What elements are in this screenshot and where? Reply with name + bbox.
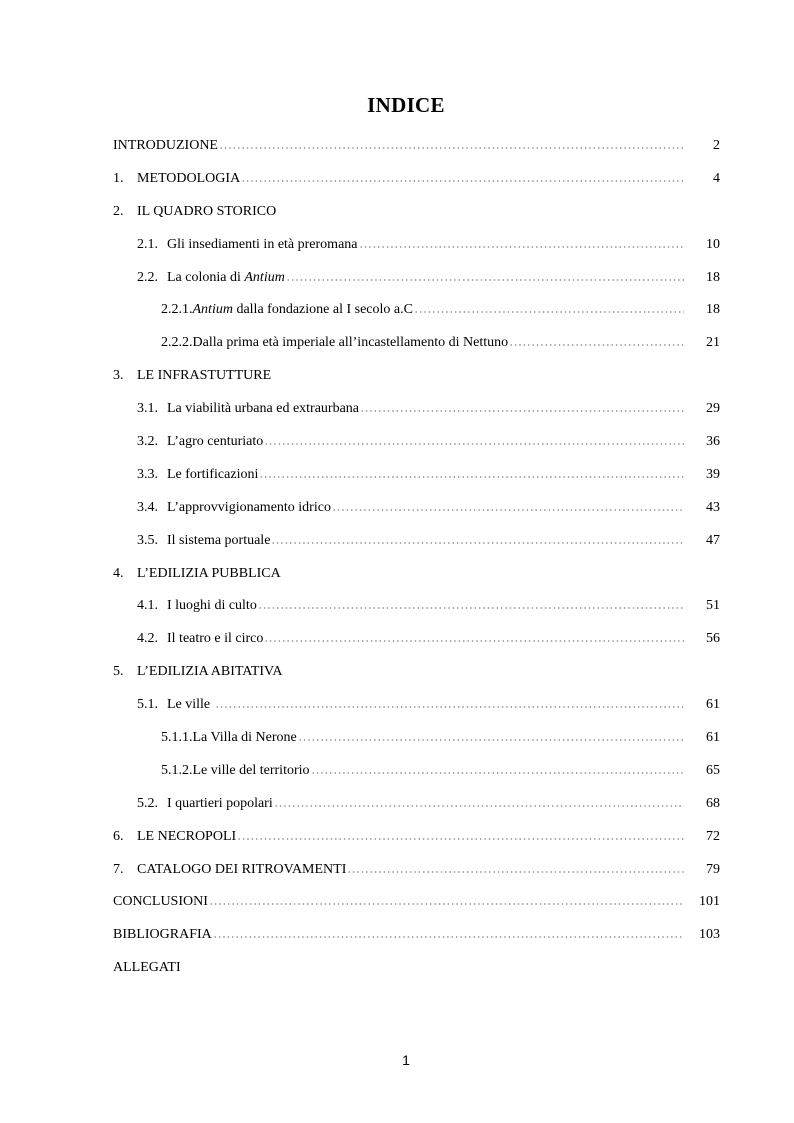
toc-entry-insediamenti[interactable] <box>113 230 720 263</box>
toc-entry-number: 2. <box>113 203 124 219</box>
toc-entry-allegati[interactable] <box>113 953 720 986</box>
toc-entry-label: Antium dalla fondazione al I secolo a.C <box>192 302 413 318</box>
toc-entry-conclusioni[interactable] <box>113 887 720 920</box>
toc-entry-page: 79 <box>706 861 720 877</box>
toc-entry-label: I quartieri popolari <box>167 795 273 811</box>
toc-entry-number: 5. <box>113 664 124 680</box>
toc-entry-introduzione[interactable] <box>113 131 720 164</box>
leader-dots <box>209 893 684 907</box>
toc-entry-ville-territorio[interactable] <box>113 756 720 789</box>
toc-entry-label: Gli insediamenti in età preromana <box>167 236 358 252</box>
toc-entry-number: 2.2.2. <box>161 335 193 351</box>
toc-entry-label: L’approvvigionamento idrico <box>167 499 331 515</box>
toc-entry-number: 1. <box>113 170 124 186</box>
toc-entry-quartieri-popolari[interactable] <box>113 789 720 822</box>
table-of-contents <box>113 131 720 986</box>
toc-entry-page: 18 <box>706 269 720 285</box>
leader-dots <box>237 828 684 842</box>
toc-entry-colonia-antium[interactable] <box>113 263 720 296</box>
toc-entry-page: 101 <box>699 894 720 910</box>
toc-entry-page: 103 <box>699 927 720 943</box>
toc-entry-label: La Villa di Nerone <box>192 730 297 746</box>
toc-entry-viabilita[interactable] <box>113 394 720 427</box>
leader-dots <box>311 762 684 776</box>
leader-dots <box>414 301 684 315</box>
toc-entry-catalogo[interactable] <box>113 855 720 888</box>
leader-dots <box>241 170 684 184</box>
toc-entry-page: 10 <box>706 236 720 252</box>
toc-entry-page: 65 <box>706 762 720 778</box>
toc-entry-quadro-storico[interactable] <box>113 197 720 230</box>
toc-entry-page: 18 <box>706 302 720 318</box>
toc-entry-label: ALLEGATI <box>113 960 181 976</box>
toc-entry-label: Il sistema portuale <box>167 532 271 548</box>
toc-entry-teatro-circo[interactable] <box>113 624 720 657</box>
toc-entry-page: 68 <box>706 795 720 811</box>
toc-entry-label: La viabilità urbana ed extraurbana <box>167 401 360 417</box>
toc-entry-page: 39 <box>706 466 720 482</box>
toc-entry-number: 7. <box>113 861 124 877</box>
toc-entry-number: 3.2. <box>137 434 158 450</box>
leader-dots <box>509 334 684 348</box>
toc-entry-page: 2 <box>713 138 720 153</box>
toc-entry-page: 43 <box>706 499 720 515</box>
toc-entry-number: 6. <box>113 828 124 844</box>
toc-entry-necropoli[interactable] <box>113 822 720 855</box>
toc-entry-approvvigionamento[interactable] <box>113 493 720 526</box>
toc-entry-villa-nerone[interactable] <box>113 723 720 756</box>
toc-entry-page: 56 <box>706 631 720 647</box>
toc-entry-antium-fondazione[interactable] <box>113 295 720 328</box>
toc-entry-label: CATALOGO DEI RITROVAMENTI <box>137 861 347 877</box>
leader-dots <box>259 466 684 480</box>
toc-entry-edilizia-abitativa[interactable] <box>113 657 720 690</box>
leader-dots <box>271 532 684 546</box>
leader-dots <box>286 269 684 283</box>
toc-entry-label: LE INFRASTUTTURE <box>137 368 272 384</box>
toc-entry-label: La colonia di Antium <box>167 269 285 285</box>
toc-entry-label: L’EDILIZIA ABITATIVA <box>137 664 283 680</box>
toc-entry-page: 61 <box>706 730 720 746</box>
toc-entry-page: 21 <box>706 335 720 351</box>
toc-entry-number: 2.2. <box>137 269 158 285</box>
toc-entry-number: 5.2. <box>137 795 158 811</box>
toc-entry-label: BIBLIOGRAFIA <box>113 927 212 943</box>
page-number: 1 <box>402 1052 410 1068</box>
toc-entry-label: L’agro centuriato <box>167 434 264 450</box>
toc-entry-number: 3. <box>113 368 124 384</box>
leader-dots <box>264 433 684 447</box>
toc-entry-label: L’EDILIZIA PUBBLICA <box>137 565 281 581</box>
toc-entry-label: LE NECROPOLI <box>137 828 237 844</box>
toc-entry-number: 5.1. <box>137 697 158 713</box>
toc-entry-label: Le ville <box>167 697 214 713</box>
toc-entry-label: Il teatro e il circo <box>167 631 264 647</box>
toc-entry-page: 51 <box>706 598 720 614</box>
toc-entry-number: 2.1. <box>137 236 158 252</box>
leader-dots <box>298 729 684 743</box>
toc-entry-number: 2.2.1. <box>161 302 193 318</box>
leader-dots <box>347 861 684 875</box>
toc-entry-agro-centuriato[interactable] <box>113 427 720 460</box>
leader-dots <box>359 236 685 250</box>
toc-entry-page: 36 <box>706 434 720 450</box>
page-title: INDICE <box>367 93 445 117</box>
toc-entry-page: 72 <box>706 828 720 844</box>
leader-dots <box>360 400 684 414</box>
toc-entry-label: IL QUADRO STORICO <box>137 203 277 219</box>
toc-entry-number: 3.3. <box>137 466 158 482</box>
toc-entry-page: 47 <box>706 532 720 548</box>
toc-entry-fortificazioni[interactable] <box>113 460 720 493</box>
toc-entry-label: I luoghi di culto <box>167 598 257 614</box>
toc-entry-page: 61 <box>706 697 720 713</box>
toc-entry-metodologia[interactable] <box>113 164 720 197</box>
toc-entry-label: Le ville del territorio <box>192 762 310 778</box>
toc-entry-sistema-portuale[interactable] <box>113 526 720 559</box>
toc-entry-number: 3.1. <box>137 401 158 417</box>
toc-entry-label: Le fortificazioni <box>167 466 259 482</box>
toc-entry-ville[interactable] <box>113 690 720 723</box>
toc-entry-number: 4. <box>113 565 124 581</box>
toc-entry-edilizia-pubblica[interactable] <box>113 559 720 592</box>
leader-dots <box>264 630 684 644</box>
leader-dots <box>213 926 684 940</box>
toc-entry-label: Dalla prima età imperiale all’incastellamento di Nettuno <box>192 335 509 351</box>
toc-entry-label: CONCLUSIONI <box>113 894 208 910</box>
toc-entry-number: 4.2. <box>137 631 158 647</box>
toc-entry-number: 3.4. <box>137 499 158 515</box>
toc-entry-bibliografia[interactable] <box>113 920 720 953</box>
toc-entry-label: METODOLOGIA <box>137 170 241 186</box>
leader-dots <box>215 696 684 710</box>
toc-entry-number: 5.1.2. <box>161 762 193 778</box>
toc-entry-label: INTRODUZIONE <box>113 138 218 153</box>
leader-dots <box>258 597 684 611</box>
toc-entry-number: 3.5. <box>137 532 158 548</box>
toc-entry-number: 4.1. <box>137 598 158 614</box>
leader-dots <box>274 795 684 809</box>
toc-entry-infrastrutture[interactable] <box>113 361 720 394</box>
leader-dots <box>332 499 684 513</box>
toc-entry-page: 4 <box>713 170 720 186</box>
toc-entry-number: 5.1.1. <box>161 730 193 746</box>
toc-entry-page: 29 <box>706 401 720 417</box>
toc-entry-luoghi-culto[interactable] <box>113 591 720 624</box>
leader-dots <box>219 137 684 151</box>
toc-entry-eta-imperiale[interactable] <box>113 328 720 361</box>
